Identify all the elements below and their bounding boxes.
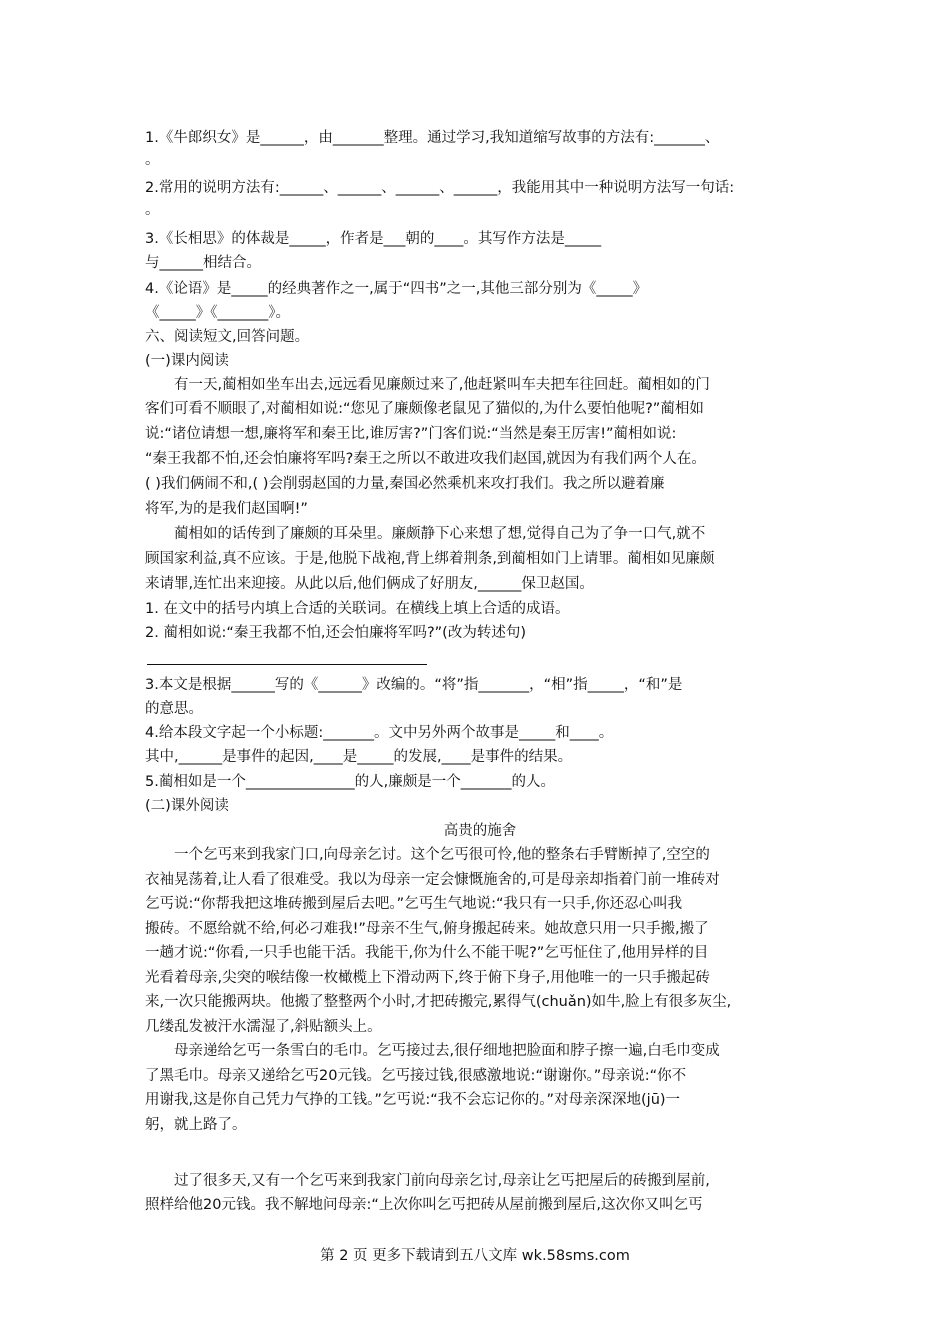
story-line: 衣袖晃荡着,让人看了很难受。我以为母亲一定会慷慨施舍的,可是母亲却指着门前一堆砖对 — [145, 872, 720, 888]
question-4-line: 4.《论语》是_____的经典著作之一,属于“四书”之一,其他三部分别为《_____》 — [145, 281, 648, 297]
question-2-end: 。 — [145, 202, 160, 218]
story-line: 搬砖。不愿给就不给,何必刁难我!”母亲不生气,俯身搬起砖来。她故意只用一只手搬,搬了 — [145, 921, 709, 937]
question-3-line: 3.《长相思》的体裁是_____，作者是___朝的____。其写作方法是_____ — [145, 231, 602, 247]
story-title: 高贵的施舍 — [443, 823, 517, 839]
in-class-heading: (一)课内阅读 — [145, 353, 229, 369]
passage-line: “秦王我都不怕,还会怕廉将军吗?秦王之所以不敢进攻我们赵国,就因为有我们两个人在。 — [145, 451, 706, 467]
passage-line: 说:“诸位请想一想,廉将军和秦王比,谁厉害?”门客们说:“当然是秦王厉害!”蔺相如说: — [145, 426, 677, 442]
extra-class-heading: (二)课外阅读 — [145, 798, 229, 814]
story-line: 了黑毛巾。母亲又递给乞丐20元钱。乞丐接过钱,很感激地说:“谢谢你。”母亲说:“你不 — [145, 1068, 687, 1084]
story-line: 来,一次只能搬两块。他搬了整整两个小时,才把砖搬完,累得气(chuǎn)如牛,脸上有很多灰尘, — [145, 994, 732, 1010]
reading-question-4-end: 其中,______是事件的起因,____是_____的发展,____是事件的结果。 — [145, 749, 573, 765]
passage-line: 来请罪,连忙出来迎接。从此以后,他们俩成了好朋友,______保卫赵国。 — [145, 576, 594, 592]
story-line: 一个乞丐来到我家门口,向母亲乞讨。这个乞丐很可怜,他的整条右手臂断掉了,空空的 — [174, 847, 710, 863]
story-line: 躬，就上路了。 — [145, 1117, 247, 1133]
story-line: 照样给他20元钱。我不解地问母亲:“上次你叫乞丐把砖从屋前搬到屋后,这次你又叫乞丐 — [145, 1197, 703, 1213]
story-line: 母亲递给乞丐一条雪白的毛巾。乞丐接过去,很仔细地把脸面和脖子擦一遍,白毛巾变成 — [174, 1043, 720, 1059]
page-footer: 第 2 页 更多下载请到五八文库 wk.58sms.com — [320, 1248, 630, 1264]
reading-question-4: 4.给本段文字起一个小标题:_______。文中另外两个故事是_____和____。 — [145, 725, 614, 741]
story-line: 一趟才说:“你看,一只手也能干活。我能干,你为什么不能干呢?”乞丐怔住了,他用异样的目 — [145, 945, 709, 961]
passage-line: 将军,为的是我们赵国啊!” — [145, 501, 308, 517]
question-4-end: 《_____》《_______》。 — [145, 305, 290, 321]
story-line: 过了很多天,又有一个乞丐来到我家门前向母亲乞讨,母亲让乞丐把屋后的砖搬到屋前, — [174, 1173, 710, 1189]
story-line: 光看着母亲,尖突的喉结像一枚橄榄上下滑动两下,终于俯下身子,用他唯一的一只手搬起砖 — [145, 970, 710, 986]
section-six-heading: 六、阅读短文,回答问题。 — [145, 329, 310, 345]
passage-line: 有一天,蔺相如坐车出去,远远看见廉颇过来了,他赶紧叫车夫把车往回赶。蔺相如的门 — [174, 377, 710, 393]
passage-line: 客们可看不顺眼了,对蔺相如说:“您见了廉颇像老鼠见了猫似的,为什么要怕他呢?”蔺相如 — [145, 401, 704, 417]
passage-line: ( )我们俩闹不和,( )会削弱赵国的力量,秦国必然乘机来攻打我们。我之所以避着廉 — [145, 476, 665, 492]
reading-question-3-end: 的意思。 — [145, 701, 203, 717]
reading-question-2: 2. 蔺相如说:“秦王我都不怕,还会怕廉将军吗?”(改为转述句) — [145, 625, 526, 641]
question-1-end: 。 — [145, 152, 160, 168]
reading-question-3: 3.本文是根据______写的《______》改编的。“将”指_______，“相”指_____，“和”是 — [145, 677, 683, 693]
answer-line — [147, 664, 427, 665]
story-line: 几缕乱发被汗水濡湿了,斜贴额头上。 — [145, 1019, 382, 1035]
passage-line: 蔺相如的话传到了廉颇的耳朵里。廉颇静下心来想了想,觉得自己为了争一口气,就不 — [174, 526, 706, 542]
reading-question-5: 5.蔺相如是一个_______________的人,廉颇是一个_______的人。 — [145, 774, 555, 790]
question-3-end: 与______相结合。 — [145, 255, 261, 271]
question-1-line: 1.《牛郎织女》是______，由_______整理。通过学习,我知道缩写故事的方法有:_______、 — [145, 130, 720, 146]
story-line: 乞丐说:“你帮我把这堆砖搬到屋后去吧。”乞丐生气地说:“我只有一只手,你还忍心叫我 — [145, 896, 683, 912]
story-line: 用谢我,这是你自己凭力气挣的工钱。”乞丐说:“我不会忘记你的。”对母亲深深地(jū)一 — [145, 1092, 681, 1108]
reading-question-1: 1. 在文中的括号内填上合适的关联词。在横线上填上合适的成语。 — [145, 601, 570, 617]
passage-line: 顾国家利益,真不应该。于是,他脱下战袍,背上绑着荆条,到蔺相如门上请罪。蔺相如见廉颇 — [145, 551, 715, 567]
question-2-line: 2.常用的说明方法有:______、______、______、______，我能用其中一种说明方法写一句话: — [145, 180, 735, 196]
